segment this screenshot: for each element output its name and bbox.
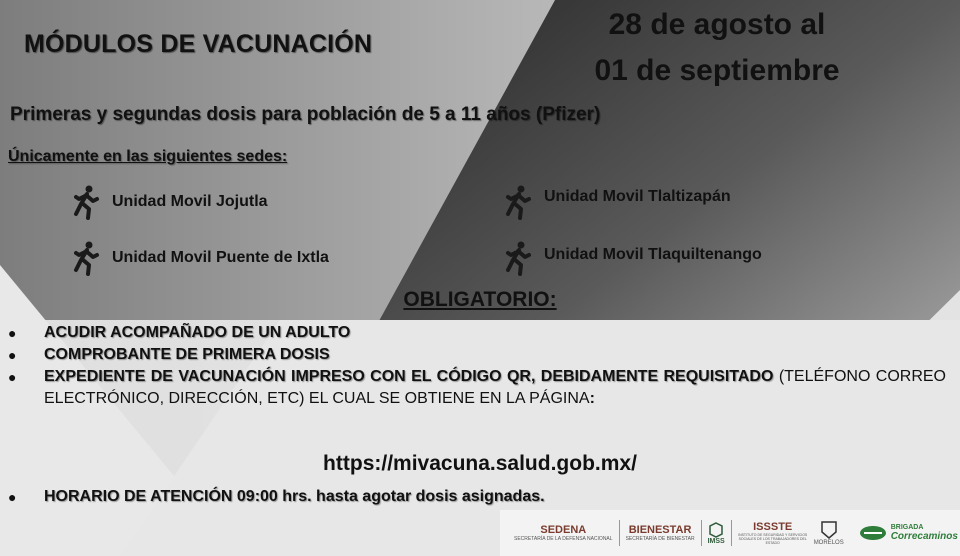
imss-text: IMSS — [707, 537, 725, 545]
correcaminos-text: Correcaminos — [890, 531, 958, 542]
requirement-text-bold: EXPEDIENTE DE VACUNACIÓN IMPRESO CON EL CÓDIGO QR, DEBIDAMENTE REQUISITADO — [44, 368, 774, 385]
mandatory-heading: OBLIGATORIO: — [403, 288, 557, 311]
requirement-item — [8, 486, 946, 508]
sedena-subtext: SECRETARÍA DE LA DEFENSA NACIONAL — [514, 536, 613, 542]
requirements-list — [8, 322, 946, 410]
morelos-shield-icon — [820, 520, 838, 540]
requirement-item — [8, 322, 946, 344]
site-item — [70, 240, 329, 276]
running-person-icon — [70, 240, 100, 276]
site-item — [502, 240, 762, 276]
divider — [619, 520, 620, 546]
requirement-text: HORARIO DE ATENCIÓN 09:00 hrs. hasta agotar dosis asignadas. — [44, 488, 545, 505]
issste-logo — [738, 521, 808, 545]
imss-emblem-icon — [708, 522, 724, 538]
date-range-line1: 28 de agosto al — [608, 8, 826, 41]
page-title: MÓDULOS DE VACUNACIÓN — [24, 30, 373, 58]
site-name: Unidad Movil Puente de Ixtla — [112, 249, 329, 266]
bullet-icon: ● — [8, 325, 17, 341]
brigada-text: BRIGADA — [890, 524, 924, 531]
bullet-icon: ● — [8, 489, 17, 505]
brigada-logo — [858, 524, 958, 542]
schedule-list — [8, 486, 946, 508]
running-person-icon — [502, 240, 532, 276]
bienestar-subtext: SECRETARÍA DE BIENESTAR — [625, 536, 695, 542]
requirement-text-detail: (TELÉFONO CORREO ELECTRÓNICO, DIRECCIÓN, ETC) EL CUAL SE OBTIENE EN LA PÁGINA — [44, 368, 947, 407]
bienestar-logo — [626, 524, 695, 542]
date-range-line2: 01 de septiembre — [594, 54, 840, 87]
brigada-emblem-icon — [858, 524, 888, 542]
requirement-colon: : — [589, 390, 595, 407]
divider — [701, 520, 702, 546]
sedena-text: SEDENA — [540, 524, 587, 536]
institution-logos — [500, 510, 960, 556]
website-url[interactable]: https://mivacuna.salud.gob.mx/ — [323, 452, 637, 475]
site-name: Unidad Movil Tlaltizapán — [544, 188, 731, 205]
bullet-icon: ● — [8, 347, 17, 363]
morelos-text: MORELOS — [813, 540, 844, 546]
site-name: Unidad Movil Jojutla — [112, 193, 268, 210]
morelos-logo — [814, 520, 844, 546]
subtitle: Primeras y segundas dosis para población de 5 a 11 años (Pfizer) — [10, 104, 601, 125]
bienestar-text: BIENESTAR — [628, 524, 692, 536]
issste-text: ISSSTE — [753, 521, 793, 533]
sedena-logo — [514, 524, 613, 542]
issste-subtext: INSTITUTO DE SEGURIDAD Y SERVICIOS SOCIALES DE LOS TRABAJADORES DEL ESTADO — [738, 533, 808, 545]
requirement-text: COMPROBANTE DE PRIMERA DOSIS — [44, 346, 330, 363]
site-item — [502, 184, 731, 220]
requirement-item — [8, 366, 946, 410]
site-item — [70, 184, 268, 220]
bullet-icon: ● — [8, 369, 17, 385]
running-person-icon — [70, 184, 100, 220]
site-name: Unidad Movil Tlaquiltenango — [544, 246, 762, 263]
sites-label: Únicamente en las siguientes sedes: — [8, 148, 288, 165]
running-person-icon — [502, 184, 532, 220]
imss-logo — [708, 522, 725, 545]
divider — [731, 520, 732, 546]
requirement-item — [8, 344, 946, 366]
brigada-text-block — [891, 524, 958, 542]
requirement-text: ACUDIR ACOMPAÑADO DE UN ADULTO — [44, 324, 351, 341]
